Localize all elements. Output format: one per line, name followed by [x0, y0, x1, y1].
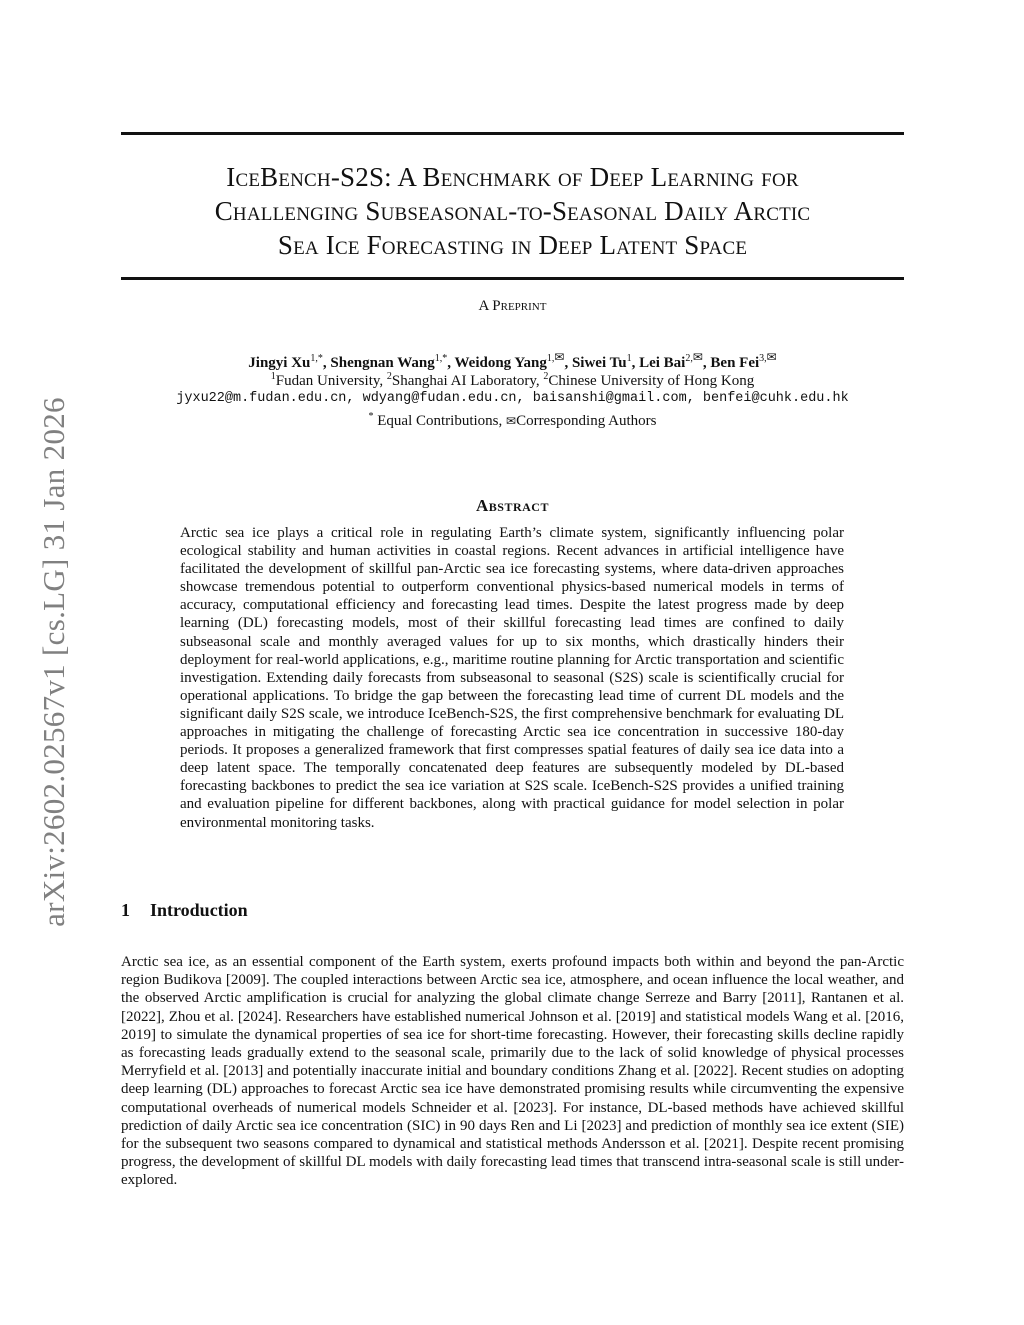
author-name: Weidong Yang	[454, 355, 547, 371]
author-mark: 3,	[759, 353, 767, 364]
affil-name: Shanghai AI Laboratory	[391, 373, 536, 389]
affil-mark: 2	[543, 371, 549, 382]
title-line-1: IceBench-S2S: A Benchmark of Deep Learning for	[226, 162, 799, 192]
affil-mark: 1	[270, 371, 276, 382]
title-line-3: Sea Ice Forecasting in Deep Latent Space	[277, 230, 748, 260]
author-name: Shengnan Wang	[330, 355, 435, 371]
title-top-rule	[121, 132, 904, 135]
email-link[interactable]: wdyang@fudan.edu.cn	[362, 391, 517, 406]
author-list: Jingyi $Xu^{1,*}$, Shengnan Wang$^{1,*}$, Weidong Yang$^{1,✉}$, Siwei Tu$^1$, Lei Bai$^{2,✉}$, Ben Fei$^{3,✉}$	[248, 350, 777, 371]
contribution-note	[121, 411, 904, 430]
email-list: jyxu22@m.fudan.edu.cn, wdyang@fudan.edu.cn, baisanshi@gmail.com, benfei@cuhk.edu.hk	[176, 391, 849, 406]
affil-mark: 2	[386, 371, 392, 382]
author-mark: 1,	[546, 353, 555, 364]
introduction-body: Arctic sea ice, as an essential component of the Earth system, exerts profound impacts both within and beyond the pan-Arctic region Budikova [2009]. The coupled interactions between Arctic sea ice, atmosphere, and ocean influence the local weather, and the observed Arctic amplification is crucial for analyzing the global climate change Serreze and Barry [2011], Rantanen et al. [2022], Zhou et al. [2024]. Researchers have established numerical Johnson et al. [2019] and statistical models Wang et al. [2016, 2019] to simulate the dynamical properties of sea ice for short-time forecasting. However, their forecasting skills decline rapidly as forecasting leads gradually extend to the seasonal scale, primarily due to the lack of solid knowledge of physical processes Merryfield et al. [2013] and potentially inaccurate initial and boundary conditions Zhang et al. [2022]. Recent studies on adopting deep learning (DL) approaches to forecast Arctic sea ice have demonstrated promising results while circumventing the expensive computational overheads of numerical models Schneider et al. [2023]. For instance, DL-based methods have achieved skillful prediction of daily Arctic sea ice concentration (SIC) in 90 days Ren and Li [2023] and prediction of monthly sea ice extent (SIE) for the subsequent two seasons compared to dynamical and statistical methods Andersson et al. [2021]. Despite recent promising progress, the development of skillful DL models with daily forecasting lead times that transcend intra-seasonal scale is still under-explored.	[121, 954, 904, 1189]
abstract-body: Arctic sea ice plays a critical role in regulating Earth’s climate system, significantly influencing polar ecological stability and human activities in coastal regions. Recent advances in artificial intelligence have facilitated the development of skillful pan-Arctic sea ice forecasting systems, where data-driven approaches showcase tremendous potential to outperform conventional physics-based numerical models in terms of accuracy, computational efficiency and forecasting lead times. Despite the latest progress made by deep learning (DL) forecasting models, most of their skillful forecasting lead times are confined to daily subseasonal scale and monthly averaged values for up to six months, which drastically hinders their deployment for real-world applications, e.g., maritime routine planning for Arctic transportation and scientific investigation. Extending daily forecasts from subseasonal to seasonal (S2S) scale is scientifically crucial for operational applications. To bridge the gap between the forecasting lead time of current DL models and the significant daily S2S scale, we introduce IceBench-S2S, the first comprehensive benchmark for evaluating DL approaches in mitigating the challenge of forecasting Arctic sea ice concentration in successive 180-day periods. It proposes a generalized framework that first compresses spatial features of daily sea ice data into a deep latent space. The temporally concatenated deep features are subsequently modeled by DL-based forecasting backbones to predict the sea ice variation at S2S scale. IceBench-S2S provides a unified training and evaluation pipeline for different backbones, along with practical guidance for model selection in polar environmental monitoring tasks.	[180, 525, 844, 831]
envelope-icon: ✉	[766, 350, 777, 364]
author-mark: 2,	[685, 353, 693, 364]
affil-name: Chinese University of Hong Kong	[548, 373, 755, 389]
author-name: Siwei Tu	[571, 355, 627, 371]
section-heading	[121, 900, 248, 921]
envelope-icon: ✉	[506, 414, 517, 428]
equal-mark: *	[368, 411, 374, 422]
preprint-label: A Preprint	[478, 298, 547, 314]
author-mark: 1	[626, 353, 632, 364]
envelope-icon: ✉	[692, 350, 703, 364]
affiliations: $^1$Fudan University, $^2$Shanghai AI Laboratory, $^2$Chinese University of Hong Kong	[270, 371, 755, 389]
author-mark: 1,*	[310, 353, 323, 364]
equal-contrib-text: Equal Contributions,	[377, 413, 503, 429]
title-bottom-rule	[121, 277, 904, 280]
corresponding-text: Corresponding Authors	[516, 413, 657, 429]
paper-title	[121, 160, 904, 262]
email-link[interactable]: baisanshi@gmail.com	[532, 391, 687, 406]
author-name: Lei Bai	[639, 355, 686, 371]
email-link[interactable]: benfei@cuhk.edu.hk	[702, 391, 849, 406]
envelope-icon: ✉	[554, 350, 565, 364]
title-line-2: Challenging Subseasonal-to-Seasonal Daily Arctic	[214, 196, 811, 226]
section-title: Introduction	[150, 900, 248, 920]
arxiv-identifier: arXiv:2602.02567v1 [cs.LG] 31 Jan 2026	[36, 397, 71, 927]
affil-name: Fudan University	[275, 373, 380, 389]
author-mark: 1,*	[434, 353, 448, 364]
author-name: Ben Fei	[710, 355, 760, 371]
email-link[interactable]: jyxu22@m.fudan.edu.cn	[176, 391, 347, 406]
section-number: 1	[121, 900, 130, 920]
abstract-heading: Abstract	[476, 496, 549, 515]
author-name: Jingyi Xu	[248, 355, 311, 371]
